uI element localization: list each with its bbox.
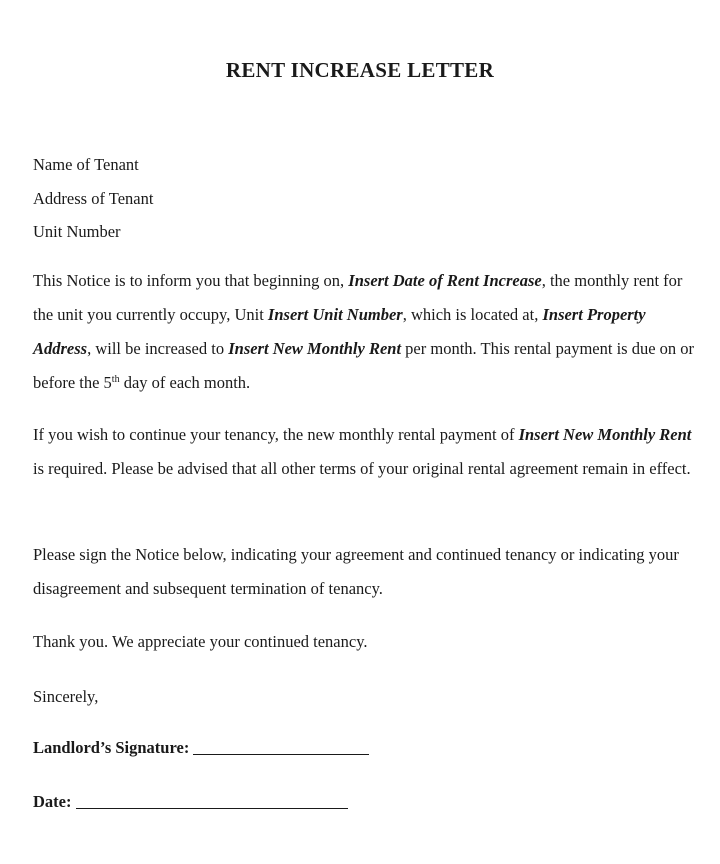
paragraph-sign: Please sign the Notice below, indicating your agreement and continued tenancy or indicating your disagreement and subsequent termination of tenancy. (33, 545, 679, 598)
text-segment: , which is located at, (402, 305, 543, 324)
date-line (33, 792, 348, 812)
text-segment: This Notice is to inform you that beginning on, (33, 271, 349, 290)
placeholder-unit: Insert Unit Number (267, 305, 403, 324)
signature-label: Landlord’s Signature: (33, 738, 190, 757)
recipient-block (33, 148, 153, 249)
paragraph-thanks: Thank you. We appreciate your continued tenancy. (33, 632, 368, 651)
tenant-unit: Unit Number (33, 222, 121, 241)
date-field[interactable] (76, 794, 348, 809)
text-segment: per month. This rental payment is due on or before the 5 (33, 339, 695, 392)
tenant-name: Name of Tenant (33, 155, 139, 174)
text-segment: , the monthly rent for the unit you currently occupy, Unit (33, 271, 683, 324)
text-segment: is required. Please be advised that all other terms of your original rental agreement remain in effect. (33, 459, 691, 478)
placeholder-date: Insert Date of Rent Increase (348, 271, 542, 290)
placeholder-rent: Insert New Monthly Rent (518, 425, 692, 444)
text-segment: If you wish to continue your tenancy, the new monthly rental payment of (33, 425, 519, 444)
closing: Sincerely, (33, 687, 99, 706)
tenant-address: Address of Tenant (33, 188, 154, 208)
signature-field[interactable] (193, 740, 369, 755)
document-title: RENT INCREASE LETTER (225, 58, 495, 82)
text-segment: , will be increased to (87, 339, 229, 358)
signature-line (33, 738, 369, 758)
paragraph-notice (33, 264, 705, 400)
paragraph-continue (33, 418, 705, 486)
placeholder-rent: Insert New Monthly Rent (228, 339, 402, 358)
text-segment: day of each month. (119, 373, 251, 392)
placeholder-address: Insert Property Address (33, 305, 646, 358)
date-label: Date: (33, 792, 72, 811)
ordinal-suffix: th (111, 374, 120, 385)
